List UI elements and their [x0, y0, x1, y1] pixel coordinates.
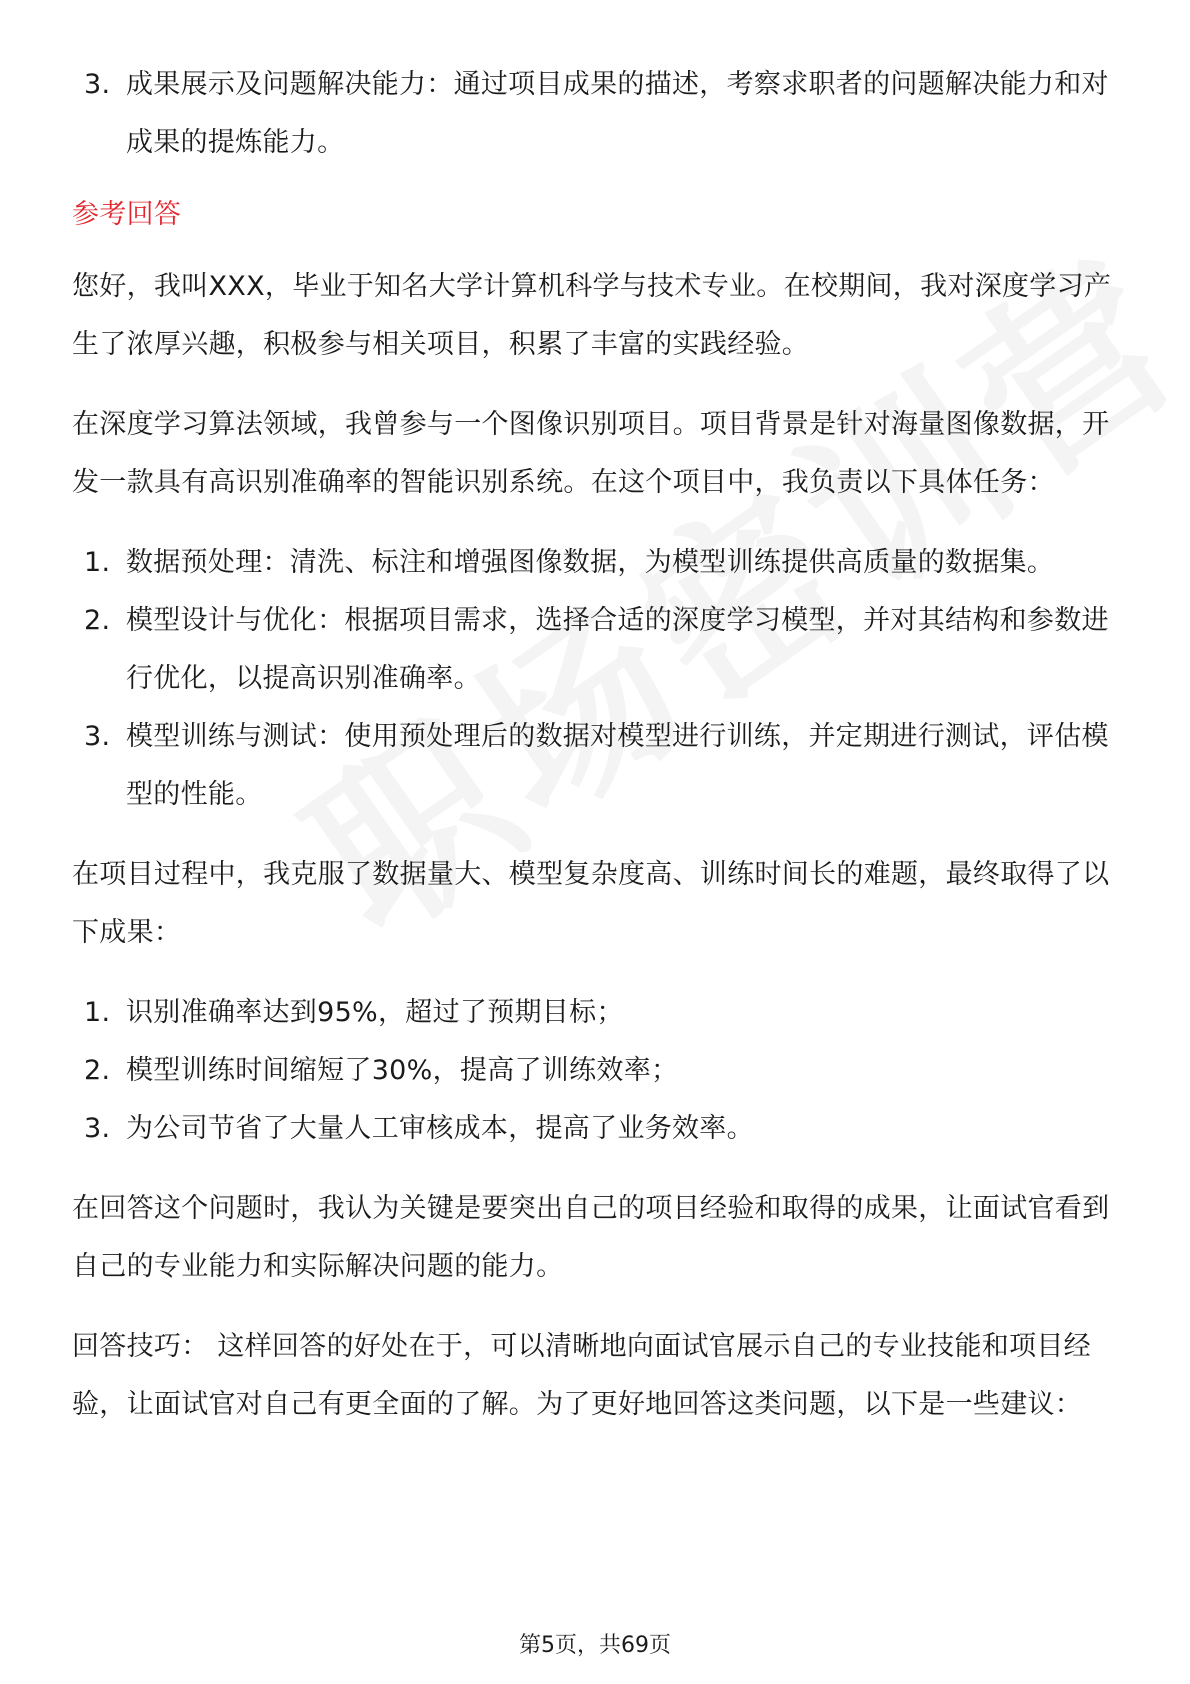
list-number: 2.	[84, 605, 111, 636]
tasks-list	[72, 534, 1124, 824]
list-number: 3.	[84, 721, 111, 752]
intro-paragraph: 您好，我叫XXX，毕业于知名大学计算机科学与技术专业。在校期间，我对深度学习产生了浓厚兴趣，积极参与相关项目，积累了丰富的实践经验。	[72, 271, 1112, 360]
criteria-list	[72, 56, 1124, 172]
process-paragraph: 在项目过程中，我克服了数据量大、模型复杂度高、训练时间长的难题，最终取得了以下成果：	[72, 859, 1110, 948]
list-item	[72, 56, 1124, 172]
section-heading: 参考回答	[72, 199, 182, 230]
list-item	[72, 592, 1124, 708]
list-item	[72, 708, 1124, 824]
document-content	[72, 56, 1124, 1434]
list-text: 模型设计与优化：根据项目需求，选择合适的深度学习模型，并对其结构和参数进行优化，以提高识别准确率。	[126, 605, 1109, 694]
list-item	[72, 1042, 1124, 1100]
list-text: 成果展示及问题解决能力：通过项目成果的描述，考察求职者的问题解决能力和对成果的提炼能力。	[126, 69, 1109, 158]
results-list	[72, 984, 1124, 1158]
project-paragraph: 在深度学习算法领域，我曾参与一个图像识别项目。项目背景是针对海量图像数据，开发一款具有高识别准确率的智能识别系统。在这个项目中，我负责以下具体任务：	[72, 409, 1110, 498]
summary-paragraph: 在回答这个问题时，我认为关键是要突出自己的项目经验和取得的成果，让面试官看到自己的专业能力和实际解决问题的能力。	[72, 1193, 1110, 1282]
list-number: 1.	[84, 547, 111, 578]
list-text: 为公司节省了大量人工审核成本，提高了业务效率。	[126, 1113, 754, 1144]
list-number: 2.	[84, 1055, 111, 1086]
list-item	[72, 984, 1124, 1042]
list-item	[72, 534, 1124, 592]
list-text: 模型训练时间缩短了30%，提高了训练效率；	[126, 1055, 679, 1086]
list-item	[72, 1100, 1124, 1158]
page-number: 第5页，共69页	[519, 1633, 671, 1658]
tips-paragraph: 回答技巧： 这样回答的好处在于，可以清晰地向面试官展示自己的专业技能和项目经验，让面试官对自己有更全面的了解。为了更好地回答这类问题，以下是一些建议：	[72, 1331, 1091, 1420]
list-number: 3.	[84, 69, 111, 100]
list-text: 数据预处理：清洗、标注和增强图像数据，为模型训练提供高质量的数据集。	[126, 547, 1055, 578]
list-text: 模型训练与测试：使用预处理后的数据对模型进行训练，并定期进行测试，评估模型的性能。	[126, 721, 1109, 810]
list-number: 3.	[84, 1113, 111, 1144]
list-number: 1.	[84, 997, 111, 1028]
list-text: 识别准确率达到95%，超过了预期目标；	[126, 997, 624, 1028]
